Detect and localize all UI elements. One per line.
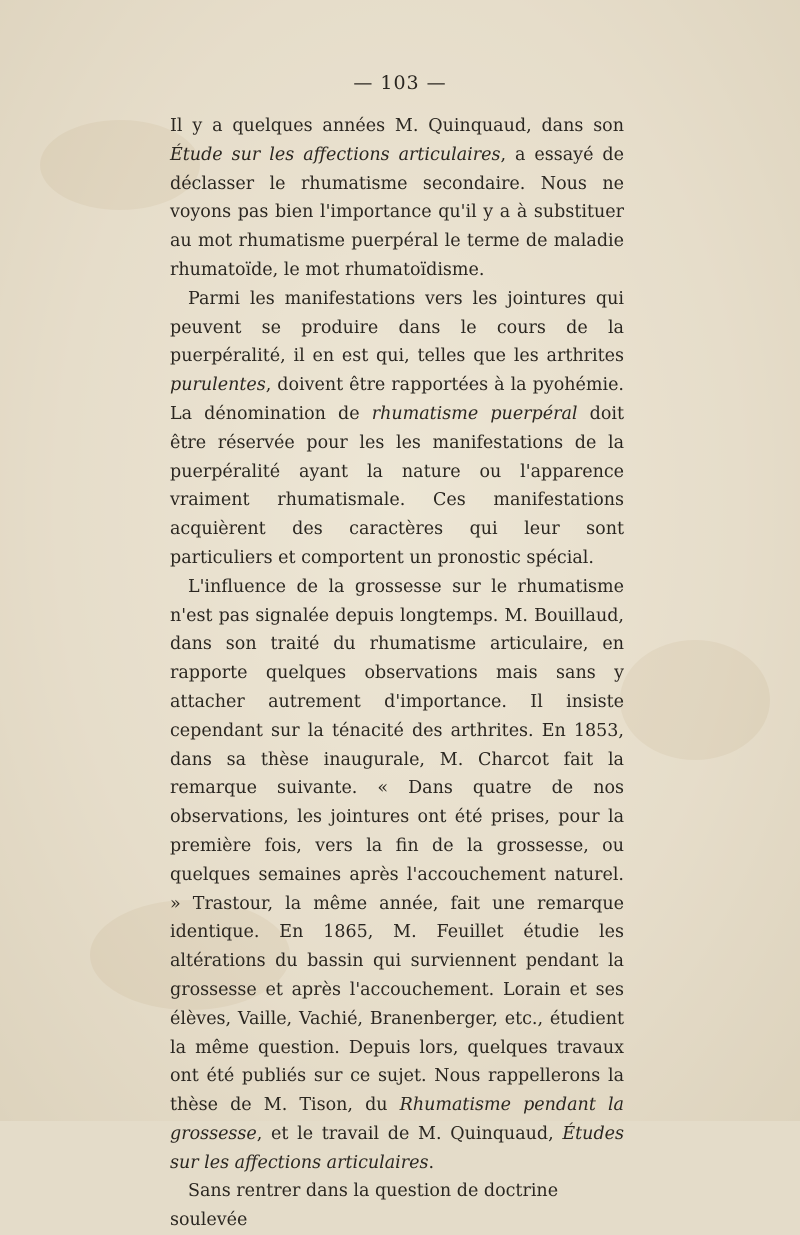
text-span: , a essayé de déclasser le rhumatisme secondaire. Nous ne voyons pas bien l'importance qu'il y a à substituer au mot rhumatisme puerpéral le terme de maladie rhumatoïde, le mot rhumatoïdisme. — [170, 144, 624, 280]
body-text — [170, 112, 624, 1235]
italic-text: purulentes — [170, 375, 266, 396]
text-span: Il y a quelques années M. Quinquaud, dans son — [170, 116, 624, 136]
paragraph-p2 — [170, 285, 624, 573]
text-span: L'influence de la grossesse sur le rhumatisme n'est pas signalée depuis longtemps. M. Bouillaud, dans son traité du rhumatisme articulaire, en rapporte quelques observations mais sans y attacher autrement d'importance. Il insiste cependant sur la ténacité des arthrites. En 1853, dans sa thèse inaugurale, M. Charcot fait la remarque suivante. « Dans quatre de nos observations, les jointures ont été prises, pour la première fois, vers la fin de la grossesse, ou quelques semaines après l'accouchement naturel. » Trastour, la même année, fait une remarque identique. En 1865, M. Feuillet étudie les altérations du bassin qui surviennent pendant la grossesse et après l'accouchement. Lorain et ses élèves, Vaille, Vachié, Branenberger, etc., étudient la même question. Depuis lors, quelques travaux ont été publiés sur ce sujet. Nous rappellerons la thèse de M. Tison, du — [170, 576, 624, 1116]
italic-text: Rhumatisme pendant la grossesse — [170, 1095, 624, 1144]
paragraph-p3 — [170, 573, 624, 1178]
paragraph-p4 — [170, 1177, 624, 1235]
page-number: — 103 — — [353, 72, 447, 94]
italic-text: Études sur les affections articulaires — [170, 1123, 624, 1173]
text-span: , doivent être rapportées à la pyohémie. La dénomination de — [170, 375, 624, 424]
text-span: doit être réservée pour les les manifestations de la puerpéralité ayant la nature ou l'apparence vraiment rhumatismale. Ces manifestations acquièrent des caractères qui leur sont particuliers et comportent un pronostic spécial. — [170, 403, 624, 568]
text-span: . — [428, 1152, 435, 1173]
text-span: , et le travail de M. Quinquaud, — [256, 1123, 563, 1144]
italic-text: Étude sur les affections articulaires — [170, 144, 501, 165]
paragraph-p1 — [170, 112, 624, 285]
text-span: Parmi les manifestations vers les jointures qui peuvent se produire dans le cours de la puerpéralité, il en est qui, telles que les arthrites — [170, 288, 624, 367]
italic-text: rhumatisme puerpéral — [371, 403, 578, 424]
foxing-stain — [620, 640, 770, 760]
text-span: Sans rentrer dans la question de doctrine soulevée — [170, 1181, 559, 1231]
